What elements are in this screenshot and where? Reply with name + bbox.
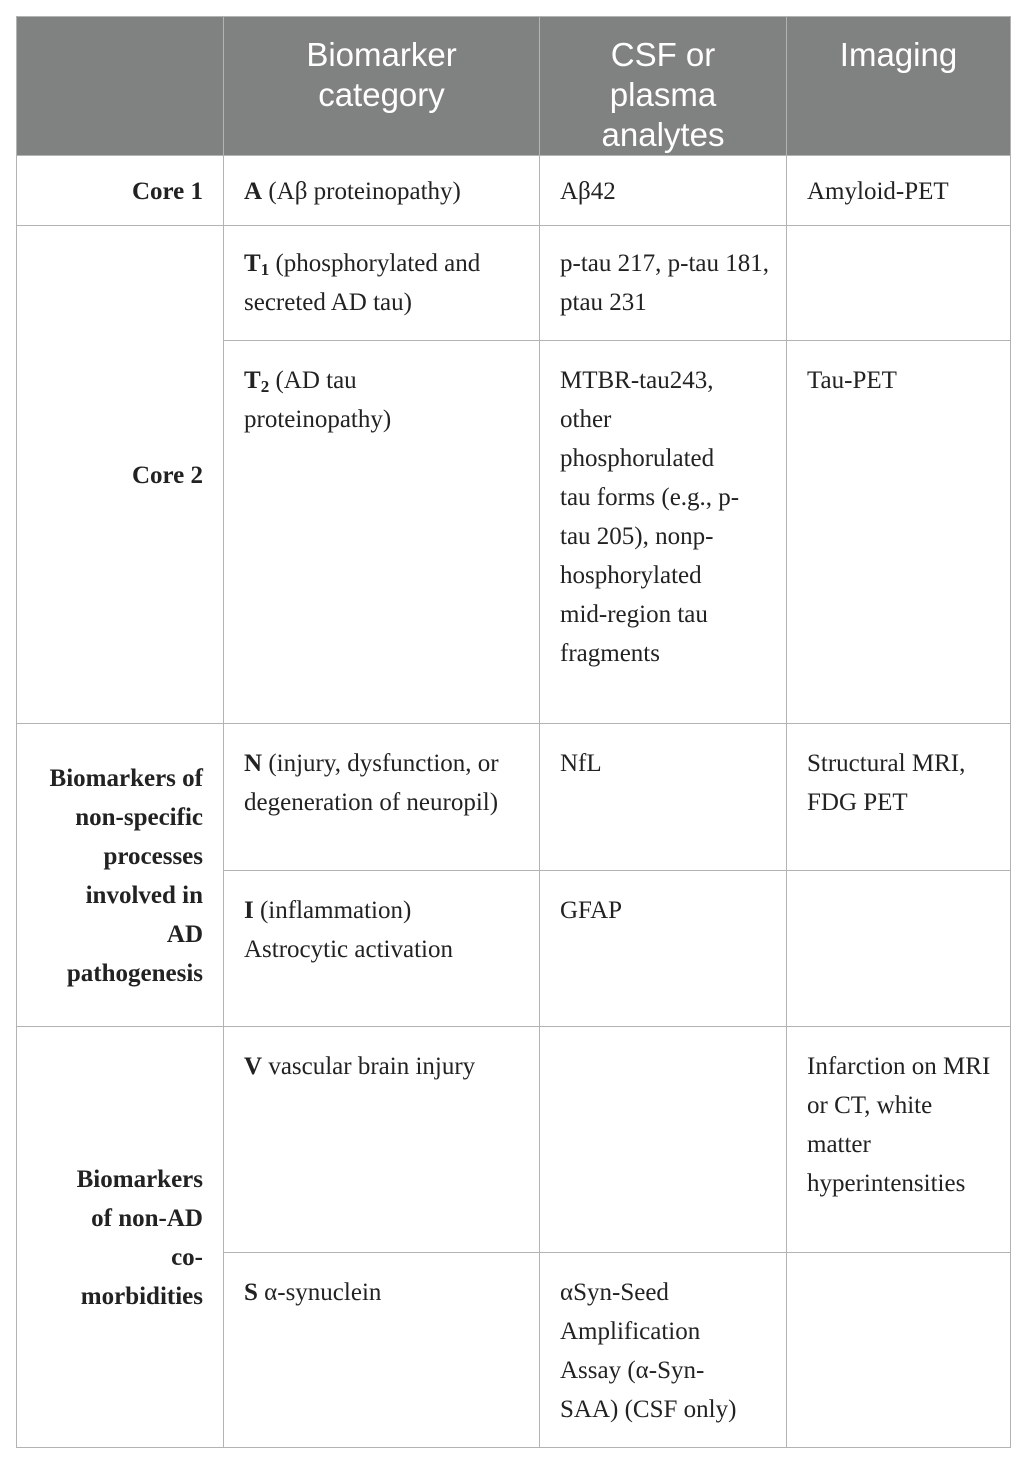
category-cell (224, 1027, 540, 1253)
imaging-cell: Amyloid-PET (787, 156, 1011, 226)
category-text: (AD tau proteinopathy) (244, 367, 392, 433)
imaging-cell (787, 226, 1011, 341)
category-letter: $T_2$ (244, 367, 270, 397)
header-imaging: Imaging (787, 17, 1011, 156)
table-row (17, 226, 1011, 341)
analytes-cell (540, 1027, 787, 1253)
table-row (17, 156, 1011, 226)
category-text: (inflammation) Astrocytic activation (244, 897, 453, 963)
category-cell (224, 1253, 540, 1448)
category-text: α-synuclein (264, 1279, 382, 1306)
row-group-label: Biomarkers of non-AD co-morbidities (17, 1027, 224, 1448)
header-biomarker-category: Biomarker category (224, 17, 540, 156)
header-blank (17, 17, 224, 156)
category-cell (224, 724, 540, 871)
category-cell (224, 341, 540, 724)
category-cell (224, 871, 540, 1027)
header-row (17, 17, 1011, 156)
imaging-cell: Structural MRI, FDG PET (787, 724, 1011, 871)
category-letter: A (244, 178, 263, 205)
row-group-label: Core 2 (17, 226, 224, 724)
category-letter: $T_1$ (244, 250, 270, 280)
imaging-cell (787, 1253, 1011, 1448)
header-csf-plasma-analytes: CSF or plasma analytes (540, 17, 787, 156)
category-text: (injury, dysfunction, or degeneration of neuropil) (244, 750, 499, 816)
row-group-label: Core 1 (17, 156, 224, 226)
analytes-cell: αSyn-Seed Amplification Assay (α-Syn-SAA) (CSF only) (540, 1253, 787, 1448)
table-body (17, 156, 1011, 1448)
category-letter: V (244, 1053, 263, 1080)
row-group-label: Biomarkers of non-specific processes involved in AD pathogenesis (17, 724, 224, 1027)
analytes-cell: Aβ42 (540, 156, 787, 226)
analytes-cell: MTBR-tau243, other phosphorulated tau forms (e.g., p-tau 205), nonp-hosphorylated mid-region tau fragments (540, 341, 787, 724)
category-text: (phosphorylated and secreted AD tau) (244, 250, 481, 316)
imaging-cell: Tau-PET (787, 341, 1011, 724)
imaging-cell: Infarction on MRI or CT, white matter hyperintensities (787, 1027, 1011, 1253)
category-letter: I (244, 897, 254, 924)
analytes-cell: GFAP (540, 871, 787, 1027)
category-cell (224, 226, 540, 341)
table-row (17, 1027, 1011, 1253)
category-cell (224, 156, 540, 226)
table-row (17, 724, 1011, 871)
category-letter: N (244, 750, 263, 777)
category-text: vascular brain injury (268, 1053, 476, 1080)
table-header (17, 17, 1011, 156)
analytes-cell: NfL (540, 724, 787, 871)
category-text: (Aβ proteinopathy) (268, 178, 461, 205)
category-letter: S (244, 1279, 258, 1306)
analytes-cell: p-tau 217, p-tau 181, ptau 231 (540, 226, 787, 341)
imaging-cell (787, 871, 1011, 1027)
biomarker-table (16, 16, 1011, 1448)
